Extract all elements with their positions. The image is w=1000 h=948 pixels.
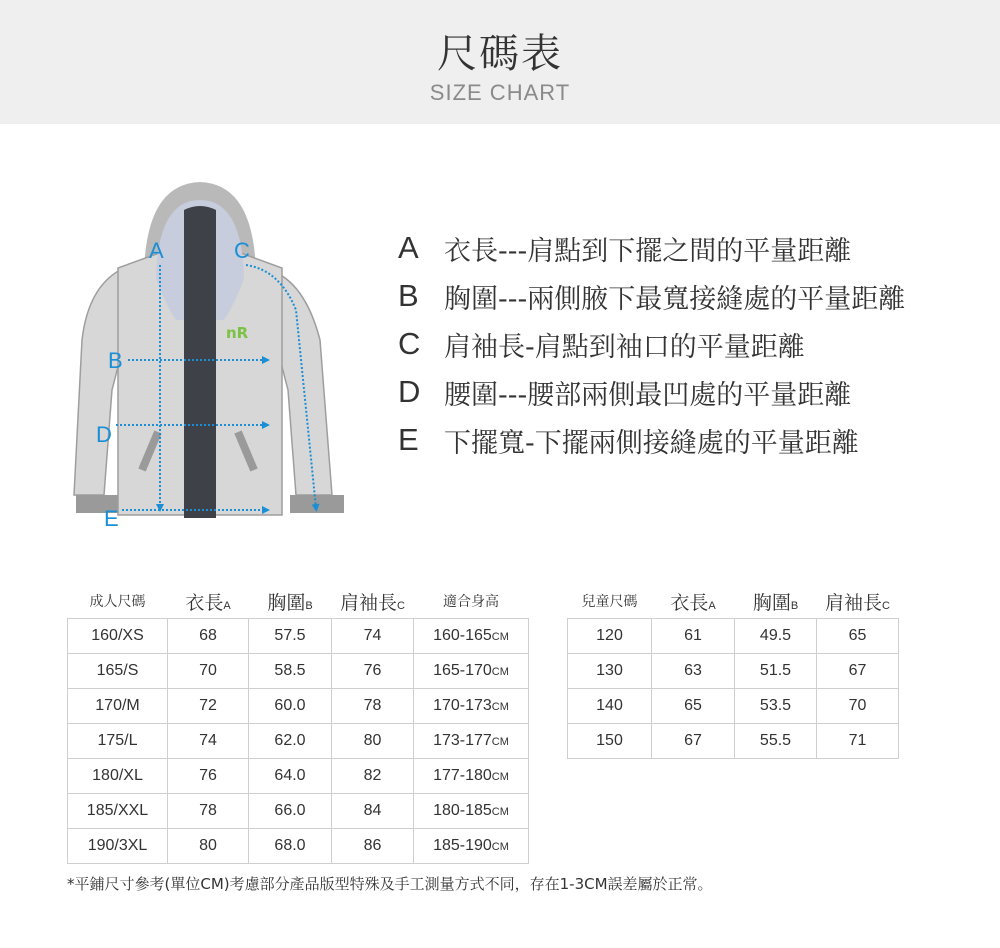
cell-sleeve: 78 (332, 689, 414, 724)
cell-height: 160-165CM (414, 619, 529, 654)
cell-sleeve: 86 (332, 829, 414, 864)
table-row (68, 829, 529, 864)
legend-item-d (398, 368, 905, 416)
cell-size: 150 (568, 724, 652, 759)
page-title: 尺碼表 (437, 31, 563, 77)
cell-sleeve: 74 (332, 619, 414, 654)
col-header-chest: 胸圍B (752, 592, 799, 614)
cell-size: 175/L (68, 724, 168, 759)
table-row (68, 689, 529, 724)
cell-height: 177-180CM (414, 759, 529, 794)
table-header-row (568, 584, 899, 619)
label-c: C (234, 238, 250, 263)
legend-key: A (398, 230, 419, 265)
cell-size: 165/S (68, 654, 168, 689)
table-row (568, 724, 899, 759)
measurement-note: *平鋪尺寸參考(單位CM)考慮部分產品版型特殊及手工測量方式不同，存在1-3CM誤差屬於正常。 (67, 875, 713, 893)
col-header-length: 衣長A (185, 592, 231, 614)
col-header-kids-size: 兒童尺碼 (581, 593, 638, 609)
table-row (568, 619, 899, 654)
cell-size: 160/XS (68, 619, 168, 654)
cell-sleeve: 80 (332, 724, 414, 759)
label-a: A (149, 238, 164, 263)
cell-sleeve: 70 (817, 689, 899, 724)
cell-height: 180-185CM (414, 794, 529, 829)
cell-sleeve: 71 (817, 724, 899, 759)
col-header-sleeve: 肩袖長C (340, 592, 405, 614)
cell-sleeve: 65 (817, 619, 899, 654)
cell-height: 170-173CM (414, 689, 529, 724)
cell-height: 165-170CM (414, 654, 529, 689)
cell-size: 190/3XL (68, 829, 168, 864)
cell-length: 78 (168, 794, 249, 829)
col-header-chest: 胸圍B (267, 592, 313, 614)
cell-size: 180/XL (68, 759, 168, 794)
cell-length: 65 (652, 689, 735, 724)
col-header-sleeve: 肩袖長C (825, 592, 890, 614)
measurement-legend (398, 224, 905, 464)
cell-sleeve: 84 (332, 794, 414, 829)
cell-height: 173-177CM (414, 724, 529, 759)
table-row (68, 619, 529, 654)
legend-text: 腰圍---腰部兩側最凹處的平量距離 (444, 379, 852, 411)
header-banner (0, 0, 1000, 124)
label-d: D (96, 422, 112, 447)
legend-item-a (398, 224, 905, 272)
cell-length: 72 (168, 689, 249, 724)
cell-size: 130 (568, 654, 652, 689)
cell-size: 120 (568, 619, 652, 654)
cell-length: 61 (652, 619, 735, 654)
col-header-adult-size: 成人尺碼 (89, 593, 146, 609)
table-row (68, 724, 529, 759)
cell-length: 67 (652, 724, 735, 759)
cell-chest: 57.5 (249, 619, 332, 654)
cell-chest: 51.5 (735, 654, 817, 689)
cell-chest: 64.0 (249, 759, 332, 794)
cell-length: 76 (168, 759, 249, 794)
label-b: B (108, 348, 123, 373)
cell-height: 185-190CM (414, 829, 529, 864)
cell-length: 80 (168, 829, 249, 864)
legend-text: 肩袖長-肩點到袖口的平量距離 (444, 331, 805, 363)
cell-sleeve: 82 (332, 759, 414, 794)
cell-chest: 60.0 (249, 689, 332, 724)
table-row (68, 759, 529, 794)
col-header-length: 衣長A (670, 592, 716, 614)
cell-chest: 55.5 (735, 724, 817, 759)
zipper-panel (184, 206, 216, 518)
cell-chest: 58.5 (249, 654, 332, 689)
legend-item-c (398, 320, 905, 368)
cell-sleeve: 67 (817, 654, 899, 689)
legend-text: 下擺寬-下擺兩側接縫處的平量距離 (444, 427, 859, 459)
legend-item-e (398, 416, 905, 464)
kids-size-table (567, 584, 899, 759)
cell-chest: 68.0 (249, 829, 332, 864)
page-subtitle: SIZE CHART (429, 80, 571, 105)
cell-length: 63 (652, 654, 735, 689)
table-row (568, 654, 899, 689)
cell-size: 185/XXL (68, 794, 168, 829)
cell-length: 74 (168, 724, 249, 759)
col-header-height: 適合身高 (443, 593, 499, 609)
table-row (68, 654, 529, 689)
label-e: E (104, 506, 119, 531)
jacket-measurement-diagram (60, 170, 360, 540)
cell-length: 70 (168, 654, 249, 689)
cell-length: 68 (168, 619, 249, 654)
table-header-row (68, 584, 529, 619)
cell-chest: 62.0 (249, 724, 332, 759)
legend-key: C (398, 326, 421, 361)
legend-key: E (398, 422, 419, 457)
cell-sleeve: 76 (332, 654, 414, 689)
cell-chest: 49.5 (735, 619, 817, 654)
cell-size: 140 (568, 689, 652, 724)
brand-logo: nR (226, 324, 249, 342)
cell-size: 170/M (68, 689, 168, 724)
table-row (68, 794, 529, 829)
adult-size-table (67, 584, 529, 864)
legend-key: B (398, 278, 419, 313)
right-cuff (290, 495, 344, 513)
table-row (568, 689, 899, 724)
cell-chest: 53.5 (735, 689, 817, 724)
legend-key: D (398, 374, 421, 409)
legend-text: 胸圍---兩側腋下最寬接縫處的平量距離 (444, 283, 906, 315)
legend-text: 衣長---肩點到下擺之間的平量距離 (444, 235, 852, 267)
legend-item-b (398, 272, 905, 320)
cell-chest: 66.0 (249, 794, 332, 829)
